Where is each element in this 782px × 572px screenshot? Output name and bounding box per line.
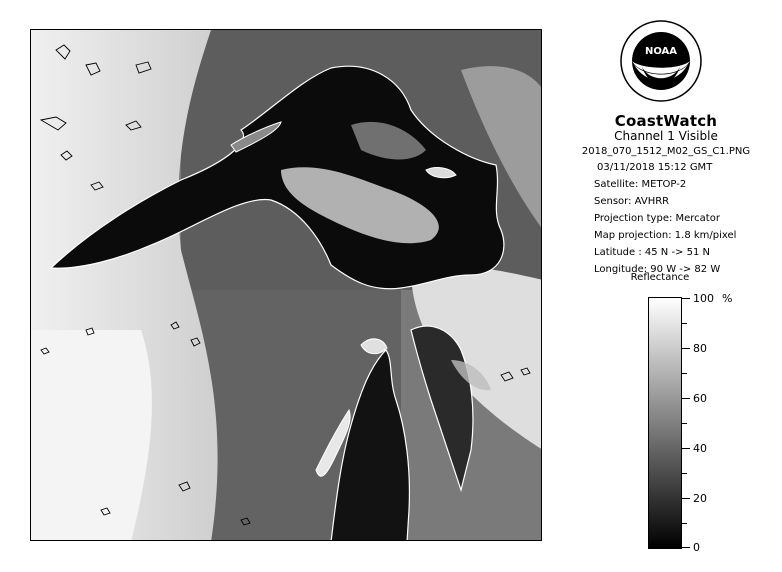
tick-40 (682, 448, 690, 449)
tick-minor (682, 473, 687, 474)
tick-20 (682, 498, 690, 499)
colorbar (648, 297, 682, 549)
latitude-label: Latitude : 45 N -> 51 N (594, 247, 710, 258)
tick-100 (682, 298, 690, 299)
tick-minor (682, 523, 687, 524)
channel-label: Channel 1 Visible (614, 129, 718, 143)
tick-minor (682, 423, 687, 424)
tick-label-60: 60 (693, 392, 707, 405)
tick-label-0: 0 (693, 541, 700, 554)
tick-label-40: 40 (693, 442, 707, 455)
map-projection-label: Map projection: 1.8 km/pixel (594, 230, 737, 241)
projection-type-label: Projection type: Mercator (594, 213, 720, 224)
map-svg (31, 30, 542, 541)
longitude-label: Longitude: 90 W -> 82 W (594, 264, 721, 275)
tick-60 (682, 398, 690, 399)
sensor-label: Sensor: AVHRR (594, 196, 670, 207)
satellite-label: Satellite: METOP-2 (594, 179, 687, 190)
tick-label-20: 20 (693, 492, 707, 505)
product-title: CoastWatch (614, 112, 718, 130)
datetime-label: 03/11/2018 15:12 GMT (597, 162, 713, 173)
noaa-logo-icon (620, 20, 702, 102)
tick-minor (682, 373, 687, 374)
tick-minor (682, 323, 687, 324)
tick-0 (682, 547, 690, 548)
satellite-image (30, 29, 542, 541)
tick-label-80: 80 (693, 342, 707, 355)
logo-agency-text: NOAA (644, 46, 678, 57)
colorbar-title: Reflectance (630, 272, 690, 283)
cloud-southwest (31, 330, 152, 541)
tick-80 (682, 348, 690, 349)
filename-label: 2018_070_1512_M02_GS_C1.PNG (581, 146, 751, 157)
tick-label-100: 100 (693, 292, 714, 305)
colorbar-unit: % (722, 292, 733, 305)
